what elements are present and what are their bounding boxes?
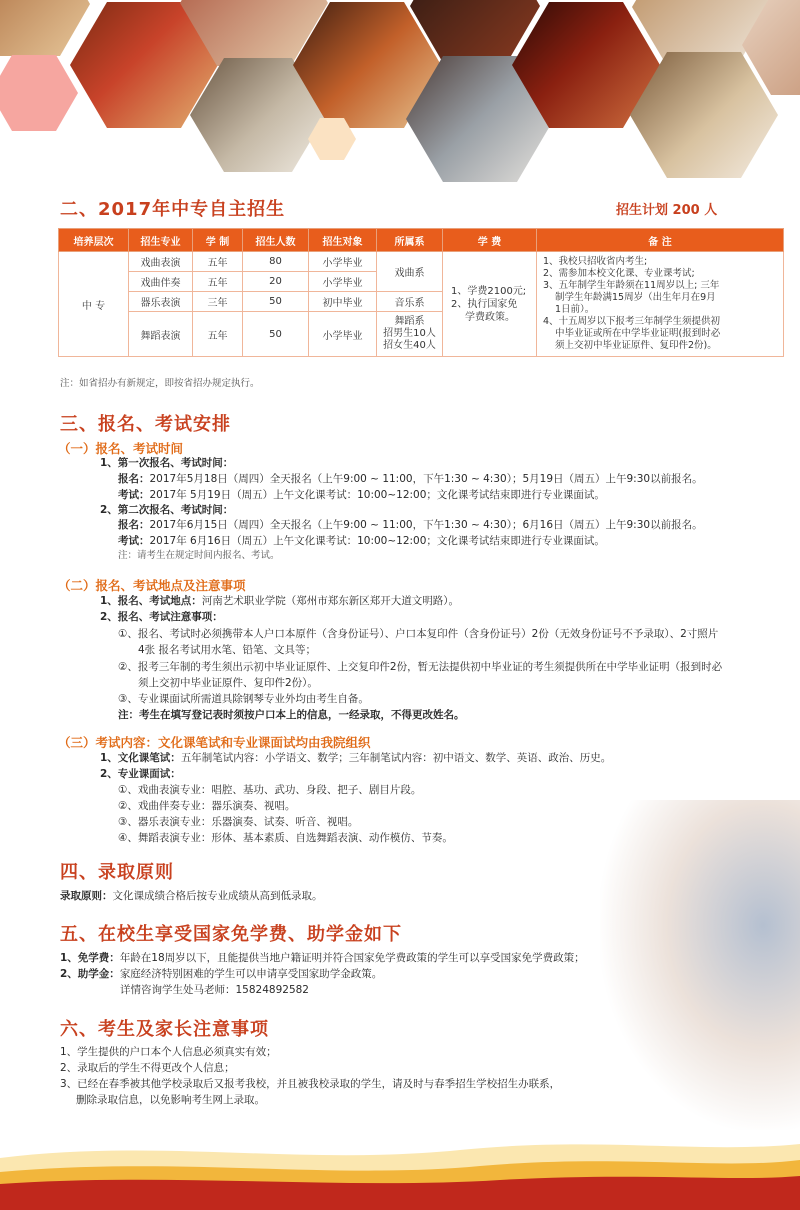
table-header-cell: 学 费 xyxy=(443,229,537,252)
free-label: 1、免学费： xyxy=(60,952,120,964)
register-label: 报名： xyxy=(118,473,150,485)
attention-item: ②、报考三年制的考生须出示初中毕业证原件、上交复印件2份，暂无法提供初中毕业证的考生须提供所在中学毕业证明（报到时必 xyxy=(118,661,723,673)
dept-cell xyxy=(377,312,443,357)
round1-exam xyxy=(118,488,605,502)
notes-cell xyxy=(537,252,784,357)
pro-exam-item: ①、戏曲表演专业：唱腔、基功、武功、身段、把子、剧目片段。 xyxy=(118,784,422,796)
register-text: 2017年6月15日（周四）全天报名（上午9:00 ~ 11:00，下午1:30 ~ 4:30）；6月16日（周五）上午9:30以前报名。 xyxy=(149,519,703,531)
dept-line: 招男生10人 xyxy=(383,328,436,339)
hex-photo xyxy=(0,0,90,56)
financial-aid xyxy=(60,967,382,981)
contact-info: 详情咨询学生处马老师：15824892582 xyxy=(120,984,309,996)
enrollment-table xyxy=(58,228,784,357)
exam-text: 2017年 6月16日（周五）上午文化课考试：10:00~12:00；文化课考试结束即进行专业课面试。 xyxy=(149,535,605,547)
attention-title: 2、报名、考试注意事项： xyxy=(100,611,223,623)
pro-exam-title: 2、专业课面试： xyxy=(100,768,181,780)
major-cell: 器乐表演 xyxy=(129,292,193,312)
register-label: 报名： xyxy=(118,519,150,531)
note-line: 1日前）。 xyxy=(555,304,595,315)
tuition-free xyxy=(60,951,585,965)
subsection-time: （一）报名、考试时间 xyxy=(58,441,184,456)
pro-exam-item: ④、舞蹈表演专业：形体、基本素质、自选舞蹈表演、动作模仿、节奏。 xyxy=(118,832,453,844)
hex-blank xyxy=(0,55,78,131)
location-text: 河南艺术职业学院（郑州市郑东新区郑开大道文明路）。 xyxy=(201,595,460,607)
major-cell: 戏曲伴奏 xyxy=(129,272,193,292)
table-footnote: 注：如省招办有新规定，即按省招办规定执行。 xyxy=(60,378,260,389)
fee-cell xyxy=(443,252,537,357)
target-cell: 小学毕业 xyxy=(309,312,377,357)
years-cell: 五年 xyxy=(193,252,243,272)
round2-exam xyxy=(118,534,605,548)
dept-cell: 戏曲系 xyxy=(377,252,443,292)
section5-title: 五、在校生享受国家免学费、助学金如下 xyxy=(60,924,402,945)
note-line: 4、十五周岁以下报考三年制学生须提供初 xyxy=(543,316,721,327)
major-cell: 戏曲表演 xyxy=(129,252,193,272)
note-line: 中毕业证或所在中学毕业证明(报到时必 xyxy=(555,328,721,339)
table-header-row xyxy=(59,229,784,252)
fee-line: 1、学费2100元; xyxy=(451,285,527,297)
exam-label: 考试： xyxy=(118,489,150,501)
section6-title: 六、考生及家长注意事项 xyxy=(60,1019,269,1040)
dept-line: 招女生40人 xyxy=(383,340,436,351)
table-header-cell: 培养层次 xyxy=(59,229,129,252)
note-line: 1、我校只招收省内考生; xyxy=(543,256,648,267)
aid-label: 2、助学金： xyxy=(60,968,120,980)
culture-exam xyxy=(100,751,611,765)
table-header-cell: 学 制 xyxy=(193,229,243,252)
level-cell: 中 专 xyxy=(59,252,129,357)
note-line: 须上交初中毕业证原件、复印件2份)。 xyxy=(555,340,717,351)
pro-exam-item: ③、器乐表演专业：乐器演奏、试奏、听音、视唱。 xyxy=(118,816,359,828)
section2-title: 二、2017年中专自主招生 xyxy=(60,199,286,220)
register-text: 2017年5月18日（周四）全天报名（上午9:00 ~ 11:00，下午1:30 ~ 4:30）；5月19日（周五）上午9:30以前报名。 xyxy=(149,473,703,485)
note-line: 制学生年龄满15周岁（出生年月在9月 xyxy=(555,292,716,303)
table-header-cell: 招生专业 xyxy=(129,229,193,252)
opera-figure-image xyxy=(600,800,800,1130)
round2-title: 2、第二次报名、考试时间： xyxy=(100,504,234,516)
dept-line: 舞蹈系 xyxy=(394,316,425,327)
years-cell: 三年 xyxy=(193,292,243,312)
section3-title: 三、报名、考试安排 xyxy=(60,414,231,435)
dept-cell: 音乐系 xyxy=(377,292,443,312)
subsection-location: （二）报名、考试地点及注意事项 xyxy=(58,578,246,593)
fee-line: 学费政策。 xyxy=(465,311,515,323)
attention-note: 注：考生在填写登记表时须按户口本上的信息，一经录取，不得更改姓名。 xyxy=(118,709,465,721)
note-line: 2、需参加本校文化课、专业课考试; xyxy=(543,268,695,279)
culture-text: 五年制笔试内容：小学语文、数学；三年制笔试内容：初中语文、数学、英语、政治、历史。 xyxy=(180,752,612,764)
table-header-cell: 招生人数 xyxy=(243,229,309,252)
target-cell: 初中毕业 xyxy=(309,292,377,312)
target-cell: 小学毕业 xyxy=(309,252,377,272)
attention-item: 须上交初中毕业证原件、复印件2份）。 xyxy=(138,677,318,689)
enrollment-plan: 招生计划 200 人 xyxy=(616,203,718,218)
free-text: 年龄在18周岁以下，且能提供当地户籍证明并符合国家免学费政策的学生可以享受国家免学费政策； xyxy=(119,952,585,964)
round1-register xyxy=(118,472,703,486)
count-cell: 80 xyxy=(243,252,309,272)
exam-label: 考试： xyxy=(118,535,150,547)
table-header-cell: 招生对象 xyxy=(309,229,377,252)
exam-text: 2017年 5月19日（周五）上午文化课考试：10:00~12:00；文化课考试结束即进行专业课面试。 xyxy=(149,489,605,501)
count-cell: 20 xyxy=(243,272,309,292)
subsection-content: （三）考试内容：文化课笔试和专业课面试均由我院组织 xyxy=(58,735,371,750)
fee-line: 2、执行国家免 xyxy=(451,298,518,310)
table-header-cell: 备 注 xyxy=(537,229,784,252)
major-cell: 舞蹈表演 xyxy=(129,312,193,357)
note-line: 3、五年制学生年龄须在11周岁以上; 三年 xyxy=(543,280,720,291)
exam-location xyxy=(100,594,459,608)
round2-register xyxy=(118,518,703,532)
location-label: 1、报名、考试地点： xyxy=(100,595,202,607)
footer-wave xyxy=(0,1120,800,1210)
years-cell: 五年 xyxy=(193,272,243,292)
table-row xyxy=(59,252,784,272)
attention-item: ①、报名、考试时必须携带本人户口本原件（含身份证号）、户口本复印件（含身份证号）2份（无效身份证号不予录取）、2寸照片 xyxy=(118,628,719,640)
years-cell: 五年 xyxy=(193,312,243,357)
culture-label: 1、文化课笔试： xyxy=(100,752,181,764)
notice-item: 1、学生提供的户口本个人信息必须真实有效； xyxy=(60,1046,277,1058)
notice-item: 删除录取信息，以免影响考生网上录取。 xyxy=(76,1094,265,1106)
round1-title: 1、第一次报名、考试时间： xyxy=(100,457,234,469)
target-cell: 小学毕业 xyxy=(309,272,377,292)
admission-principle xyxy=(60,889,323,903)
time-note: 注：请考生在规定时间内报名、考试。 xyxy=(118,550,280,561)
attention-item: ③、专业课面试所需道具除钢琴专业外均由考生自备。 xyxy=(118,693,369,705)
aid-text: 家庭经济特别困难的学生可以申请享受国家助学金政策。 xyxy=(119,968,383,980)
section4-title: 四、录取原则 xyxy=(60,862,174,883)
notice-item: 3、已经在春季被其他学校录取后又报考我校，并且被我校录取的学生，请及时与春季招生学校招生办联系， xyxy=(60,1078,561,1090)
table-header-cell: 所属系 xyxy=(377,229,443,252)
count-cell: 50 xyxy=(243,312,309,357)
notice-item: 2、录取后的学生不得更改个人信息； xyxy=(60,1062,235,1074)
pro-exam-item: ②、戏曲伴奏专业：器乐演奏、视唱。 xyxy=(118,800,296,812)
principle-text: 文化课成绩合格后按专业成绩从高到低录取。 xyxy=(112,890,323,902)
attention-item: 4张 报名考试用水笔、铅笔、文具等； xyxy=(138,644,317,656)
count-cell: 50 xyxy=(243,292,309,312)
principle-label: 录取原则： xyxy=(60,890,113,902)
